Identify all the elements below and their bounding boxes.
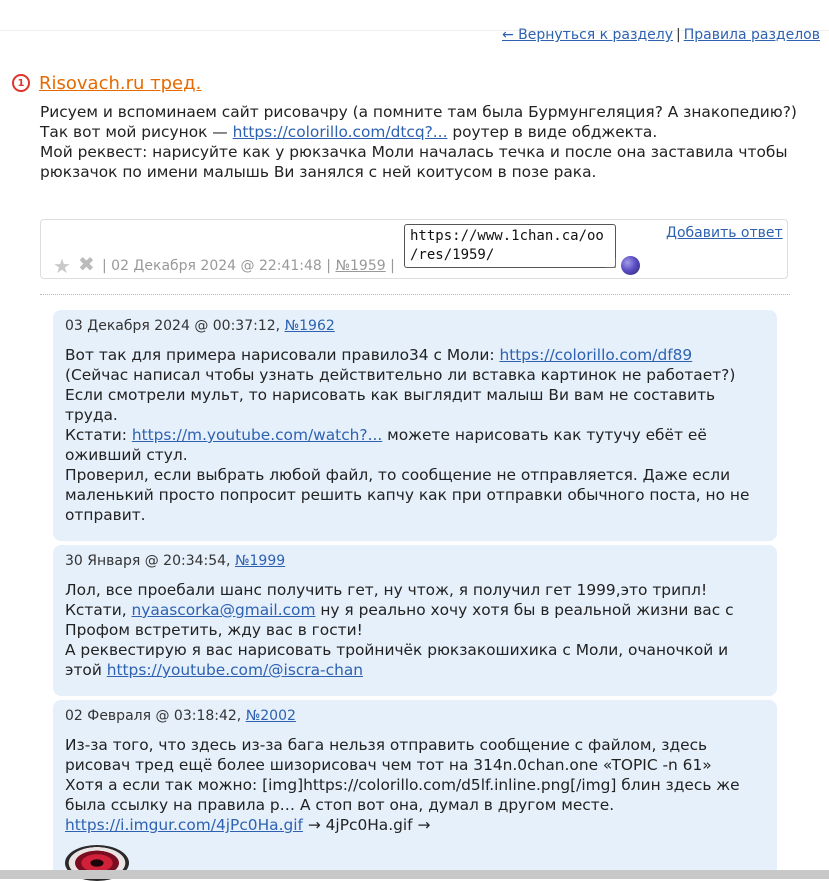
globe-icon[interactable] [621,256,640,275]
section-rules-link[interactable]: Правила разделов [683,27,820,43]
top-navigation [502,27,820,43]
reply-date: 30 Января @ 20:34:54, [65,553,231,569]
thread-footer [40,219,788,279]
reply-post [53,545,777,696]
reply-date: 03 Декабря 2024 @ 00:37:12, [65,318,281,334]
thread-header [12,71,201,95]
back-to-section-link[interactable]: ← Вернуться к разделу [501,27,673,43]
thread-meta: | 02 Декабря 2024 @ 22:41:48 | №1959 | [102,258,395,274]
star-icon[interactable]: ★ [53,254,71,278]
thread-url-field[interactable] [404,224,616,268]
op-drawing-link[interactable]: https://colorillo.com/dtcq?... [232,123,448,141]
reply-post-number-link[interactable]: №2002 [245,708,296,724]
email-link[interactable]: nyaascorka@gmail.com [131,601,316,619]
reply-text: Лол, все проебали шанс получить гет, ну чтож, я получил гет 1999,это трипл! Кстати, nyaascorka@gmail.com ну я реально хочу хотя бы в реальной жизни вас с Профом встретить, жду вас в гости! А реквестирую я вас нарисовать тройничёк рюкзакошихика с Моли, очаночкой и этой https://youtube.com/@iscra-chan [65,581,734,679]
nav-separator: | [675,27,681,43]
reply-post [53,700,777,879]
reply-link[interactable]: https://colorillo.com/df89 [499,346,693,364]
reply-meta [65,552,765,570]
op-line-2: Так вот мой рисунок — https://colorillo.com/dtcq?... роутер в виде обджекта. [40,123,658,141]
thread-number-badge: 1 [12,74,30,92]
reply-link[interactable]: https://i.imgur.com/4jPc0Ha.gif [65,816,303,834]
reply-link[interactable]: https://m.youtube.com/watch?... [131,426,383,444]
replies-divider [40,294,790,295]
reply-post-number-link[interactable]: №1962 [284,318,335,334]
thread-body [40,102,810,182]
reply-meta [65,707,765,725]
thread-post-number-link[interactable]: №1959 [335,258,386,274]
reply-post [53,310,777,541]
reply-post-number-link[interactable]: №1999 [234,553,286,569]
reply-text: Вот так для примера нарисовали правило34 с Моли: https://colorillo.com/df89 (Сейчас написал чтобы узнать действительно ли вставка картинок не работает?) Если смотрели мульт, то нарисовать как выглядит малыш Ви вам не составить труда. Кстати: https://m.youtube.com/watch?... можете нарисовать как тутучу ебёт её оживший стул. Проверил, если выбрать любой файл, то сообщение не отправляется. Даже если маленький просто попросит решить капчу как при отправки обычного поста, но не отправит. [65,346,750,524]
reply-link[interactable]: https://youtube.com/@iscra-chan [106,661,364,679]
op-line-1: Рисуем и вспоминаем сайт рисовачру (а помните там была Бурмунгеляция? А знакопедию?) [40,103,797,121]
op-line-3: Мой реквест: нарисуйте как у рюкзачка Моли началась течка и после она заставила чтобы рюкзачок по имени малышь Ви занялся с ней коитусом в позе рака. [40,143,788,181]
textarea-resize-handle[interactable] [606,258,616,268]
reply-text: Из-за того, что здесь из-за бага нельзя отправить сообщение с файлом, здесь рисовач тред ещё более шизорисовач чем тот на 314n.0chan.one «TOPIC -n 61» Хотя а если так можно: [img]https://colorillo.com/d5lf.inline.png[/img] блин здесь же была ссылку на правила р… А стоп вот она, думал в другом месте. https://i.imgur.com/4jPc0Ha.gif → 4jPc0Ha.gif → [65,735,765,881]
reply-date: 02 Февраля @ 03:18:42, [65,708,242,724]
horizontal-scrollbar[interactable] [0,870,829,879]
add-reply-link[interactable]: Добавить ответ [666,225,783,241]
x-icon[interactable]: ✖ [78,252,95,276]
reply-meta [65,317,765,335]
thread-date: 02 Декабря 2024 @ 22:41:48 [111,258,322,274]
thread-title-link[interactable]: Risovach.ru тред. [39,72,202,94]
